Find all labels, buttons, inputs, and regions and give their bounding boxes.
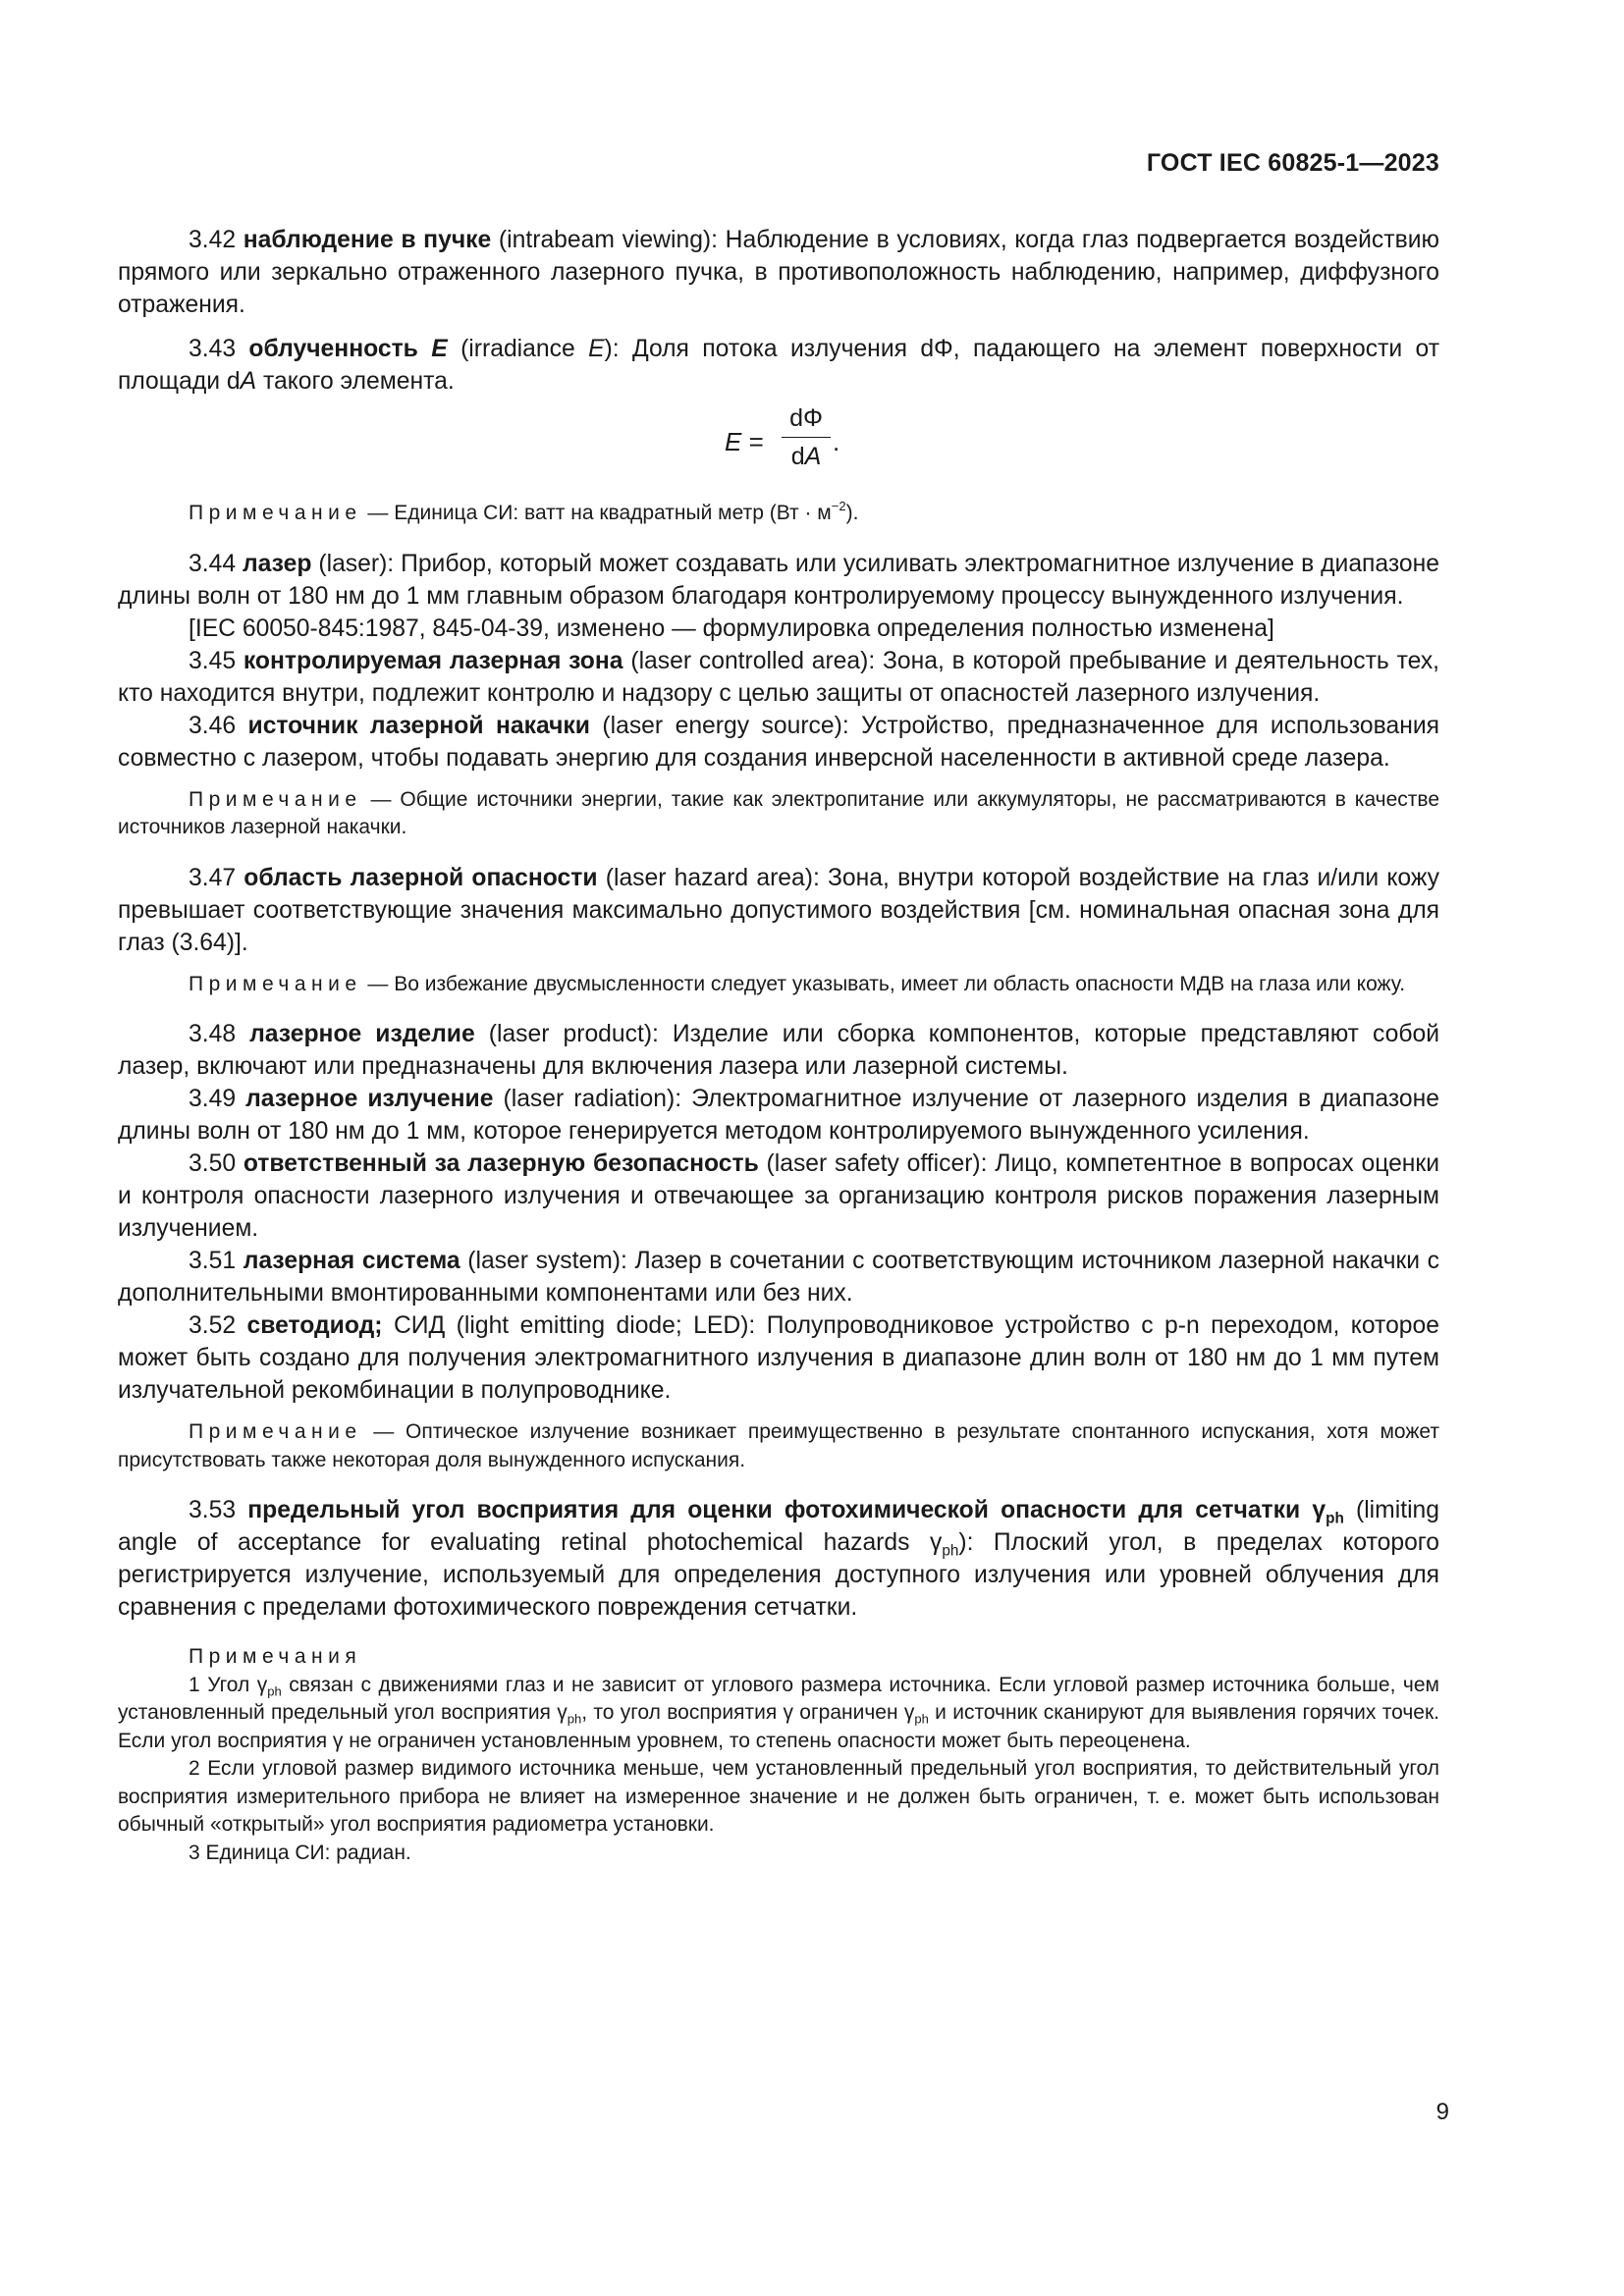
term-definition: (intrabeam viewing): Наблюдение в условиях, когда глаз подвергается воздействию прямого или зеркально отраженного лазерного пучка, в противоположность наблюдению, например, диффузного отражения. <box>118 227 1439 318</box>
term-number: 3.53 <box>189 1497 237 1523</box>
term-3-50 <box>118 1148 1439 1245</box>
term-title: лазерное изделие <box>249 1021 475 1047</box>
term-definition: (laser safety officer): Лицо, компетентное в вопросах оценки и контроля опасности лазерного излучения и отвечающее за организацию контроля рисков поражения лазерным излучением. <box>118 1150 1440 1242</box>
gamma-symbol: γ <box>1312 1497 1326 1523</box>
note-label: Примечание <box>189 502 362 524</box>
term-3-48 <box>118 1018 1439 1083</box>
note-label: Примечание <box>189 787 362 811</box>
term-title: ответственный за лазерную безопасность <box>243 1150 759 1177</box>
term-3-46 <box>118 710 1439 774</box>
term-title: источник лазерной накачки <box>247 712 590 739</box>
term-definition-end: такого элемента. <box>262 368 455 395</box>
gamma-subscript: ph <box>567 1711 582 1727</box>
term-definition: (irradiance <box>460 336 575 362</box>
note-3-52 <box>118 1418 1439 1474</box>
term-definition-cont: ): Доля потока излучения dΦ, падающего на элемент поверхности от площади d <box>118 336 1440 395</box>
term-3-47 <box>118 862 1439 959</box>
term-definition: (laser controlled area): Зона, в которой пребывание и деятельность тех, кто находится внутри, подлежит контролю и надзору с целью защиты от опасностей лазерного излучения. <box>118 647 1440 707</box>
note-text: — Во избежание двусмысленности следует указывать, имеет ли область опасности МДВ на глаза или кожу. <box>367 972 1406 995</box>
term-title: область лазерной опасности <box>244 864 598 891</box>
term-title: лазерная система <box>243 1248 460 1274</box>
note-3-53-3: 3 Единица СИ: радиан. <box>189 1841 411 1864</box>
term-title: облученность <box>248 336 418 362</box>
fraction-bar <box>782 437 831 438</box>
page-content <box>118 224 1439 1867</box>
term-number: 3.43 <box>189 336 237 362</box>
formula-period: . <box>833 427 840 456</box>
note-3-43 <box>118 500 1439 528</box>
term-3-42 <box>118 224 1439 321</box>
gamma-symbol: γ <box>256 1673 268 1696</box>
term-title: лазерное излучение <box>245 1086 494 1112</box>
note-3-53-2: 2 Если угловой размер видимого источника меньше, чем установленный предельный угол восприятия, то действительный угол восприятия измерительного прибора не влияет на измеренное значение и не должен быть ограничен, т. е. может быть использован обычный «открытый» угол восприятия радиометра установки. <box>118 1757 1439 1836</box>
term-3-43 <box>118 333 1439 398</box>
term-number: 3.51 <box>189 1248 237 1274</box>
term-number: 3.50 <box>189 1150 237 1177</box>
note-label: Примечание <box>189 1420 362 1443</box>
term-number: 3.42 <box>189 227 237 253</box>
gamma-symbol: γ <box>903 1701 915 1724</box>
gamma-subscript: ph <box>914 1711 929 1727</box>
gamma-subscript: ph <box>942 1542 959 1560</box>
term-definition: (laser product): Изделие или сборка компонентов, которые представляют собой лазер, включают или предназначены для включения лазера или лазерной системы. <box>118 1021 1440 1080</box>
formula-numerator: dΦ <box>789 404 823 432</box>
note-superscript: −2 <box>831 498 846 513</box>
term-number: 3.44 <box>189 550 237 577</box>
term-number: 3.52 <box>189 1312 237 1339</box>
term-definition: (limiting angle of acceptance for evaluating retinal photochemical hazards <box>118 1497 1440 1556</box>
formula-lhs <box>725 427 764 457</box>
term-number: 3.46 <box>189 712 237 739</box>
note-3-47 <box>118 971 1439 999</box>
term-title: наблюдение в пучке <box>243 227 492 253</box>
note-text: 1 Угол <box>189 1673 250 1696</box>
term-definition: (laser): Прибор, который может создавать или усиливать электромагнитное излучение в диапазоне длины волн от 180 нм до 1 мм главным образом благодаря контролируемому процессу вынужденного излучения. <box>118 550 1440 610</box>
term-3-51 <box>118 1245 1439 1309</box>
gamma-subscript: ph <box>267 1683 282 1699</box>
term-3-53 <box>118 1494 1439 1624</box>
note-text: , то угол восприятия γ ограничен <box>581 1701 898 1724</box>
irradiance-formula <box>118 401 1439 498</box>
note-label: Примечание <box>189 972 362 995</box>
formula-denominator: dA <box>790 443 822 470</box>
note-text: — Единица СИ: ватт на квадратный метр (Вт · м <box>367 502 832 524</box>
term-title: лазер <box>242 550 312 577</box>
term-number: 3.48 <box>189 1021 237 1047</box>
term-number: 3.49 <box>189 1086 237 1112</box>
note-text: — Оптическое излучение возникает преимущественно в результате спонтанного испускания, хотя может присутствовать также некоторая доля вынужденного испускания. <box>118 1420 1439 1471</box>
term-3-44 <box>118 548 1439 613</box>
term-definition: (laser system): Лазер в сочетании с соответствующим источником лазерной накачки с дополнительными вмонтированными компонентами или без них. <box>118 1248 1439 1307</box>
document-header: ГОСТ IEC 60825-1—2023 <box>1146 149 1439 177</box>
notes-heading: Примечания <box>189 1645 362 1668</box>
gamma-subscript: ph <box>1326 1510 1344 1527</box>
term-symbol: E <box>431 336 448 362</box>
term-number: 3.45 <box>189 647 237 674</box>
term-3-45 <box>118 645 1439 710</box>
note-3-53-1 <box>118 1672 1439 1756</box>
note-text: связан с движениями глаз и не зависит от углового размера источника. Если угловой размер источника больше, чем установленный предельный угол восприятия <box>118 1673 1439 1724</box>
formula-equals: = <box>748 427 764 456</box>
term-title: предельный угол восприятия для оценки фотохимической опасности для сетчатки <box>247 1497 1301 1523</box>
term-definition-cont: ): Плоский угол, в пределах которого регистрируется излучение, используемый для определения доступного излучения или уровней облучения для сравнения с пределами фотохимического повреждения сетчатки. <box>118 1529 1439 1621</box>
term-definition: СИД (light emitting diode; LED): Полупроводниковое устройство с p-n переходом, которое может быть создано для получения электромагнитного излучения в диапазоне длин волн от 180 нм до 1 мм путем излучательной рекомбинации в полупроводнике. <box>118 1312 1440 1404</box>
symbol-e: E <box>588 336 605 362</box>
term-definition: (laser radiation): Электромагнитное излучение от лазерного изделия в диапазоне длины волн от 180 нм до 1 мм, которое генерируется методом контролируемого вынужденного усиления. <box>118 1086 1439 1145</box>
term-title: контролируемая лазерная зона <box>243 647 623 674</box>
note-text: — Общие источники энергии, такие как электропитание или аккумуляторы, не рассматриваются в качестве источников лазерной накачки. <box>118 787 1439 838</box>
note-3-46 <box>118 786 1439 842</box>
gamma-symbol: γ <box>557 1701 568 1724</box>
term-definition: (laser energy source): Устройство, предназначенное для использования совместно с лазером, чтобы подавать энергию для создания инверсной населенности в активной среде лазера. <box>118 712 1440 772</box>
term-3-44-citation: [IEC 60050-845:1987, 845-04-39, изменено — формулировка определения полностью изменена] <box>189 614 1274 642</box>
page-number: 9 <box>1435 2099 1449 2125</box>
symbol-a: A <box>240 368 257 395</box>
formula-lhs-symbol: E <box>725 427 742 456</box>
note-text-end: ). <box>845 502 859 524</box>
formula-fraction <box>782 401 831 473</box>
term-definition: (laser hazard area): Зона, внутри которой воздействие на глаз и/или кожу превышает соответствующие значения максимально допустимого воздействия [см. номинальная опасная зона для глаз (3.64)]. <box>118 864 1439 956</box>
gamma-symbol: γ <box>929 1529 943 1556</box>
note-text: и источник сканируют для выявления горячих точек. Если угол восприятия γ не ограничен установленным уровнем, то степень опасности может быть переоценена. <box>118 1701 1439 1752</box>
term-number: 3.47 <box>189 864 237 891</box>
term-3-52 <box>118 1309 1439 1407</box>
term-3-49 <box>118 1083 1439 1148</box>
term-title: светодиод; <box>246 1312 383 1339</box>
